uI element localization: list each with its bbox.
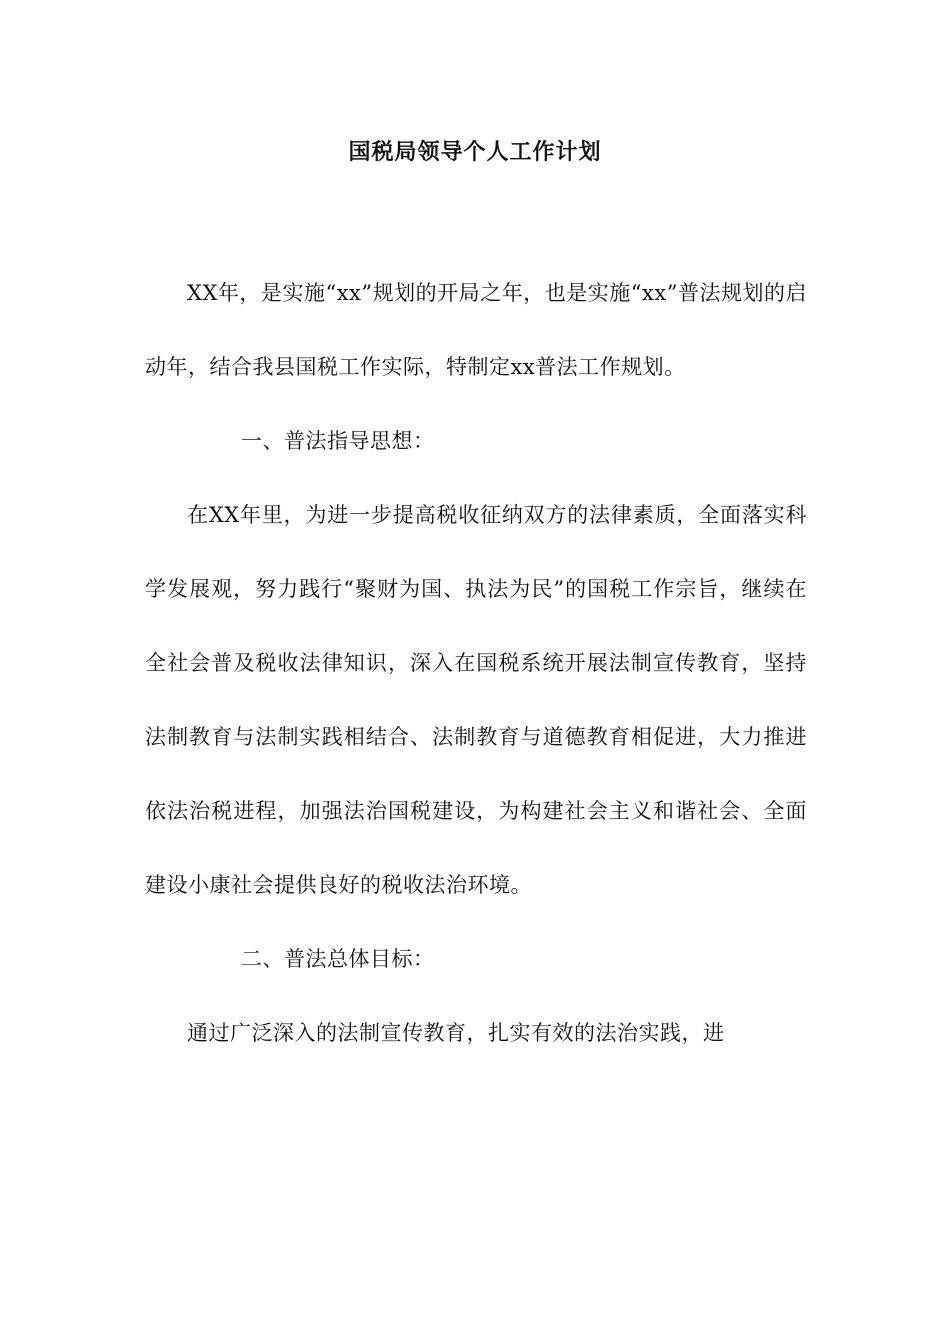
section-heading-overall-goal: 二、普法总体目标： bbox=[241, 947, 435, 971]
document-body bbox=[145, 256, 807, 1070]
overall-goal-paragraph: 通过广泛深入的法制宣传教育，扎实有效的法治实践，进 bbox=[187, 1021, 725, 1045]
guiding-thought-paragraph: 在XX年里，为进一步提高税收征纳双方的法律素质，全面落实科学发展观，努力践行“聚财为国、执法为民”的国税工作宗旨，继续在全社会普及税收法律知识，深入在国税系统开展法制宣传教育，坚持法制教育与法制实践相结合、法制教育与道德教育相促进，大力推进依法治税进程，加强法治国税建设，为构建社会主义和谐社会、全面建设小康社会提供良好的税收法治环境。 bbox=[145, 503, 807, 897]
section-heading-guiding-thought: 一、普法指导思想： bbox=[241, 429, 435, 453]
intro-paragraph: XX年，是实施“xx”规划的开局之年，也是实施“xx”普法规划的启动年，结合我县国税工作实际，特制定xx普法工作规划。 bbox=[145, 281, 807, 379]
document-title: 国税局领导个人工作计划 bbox=[348, 139, 602, 165]
